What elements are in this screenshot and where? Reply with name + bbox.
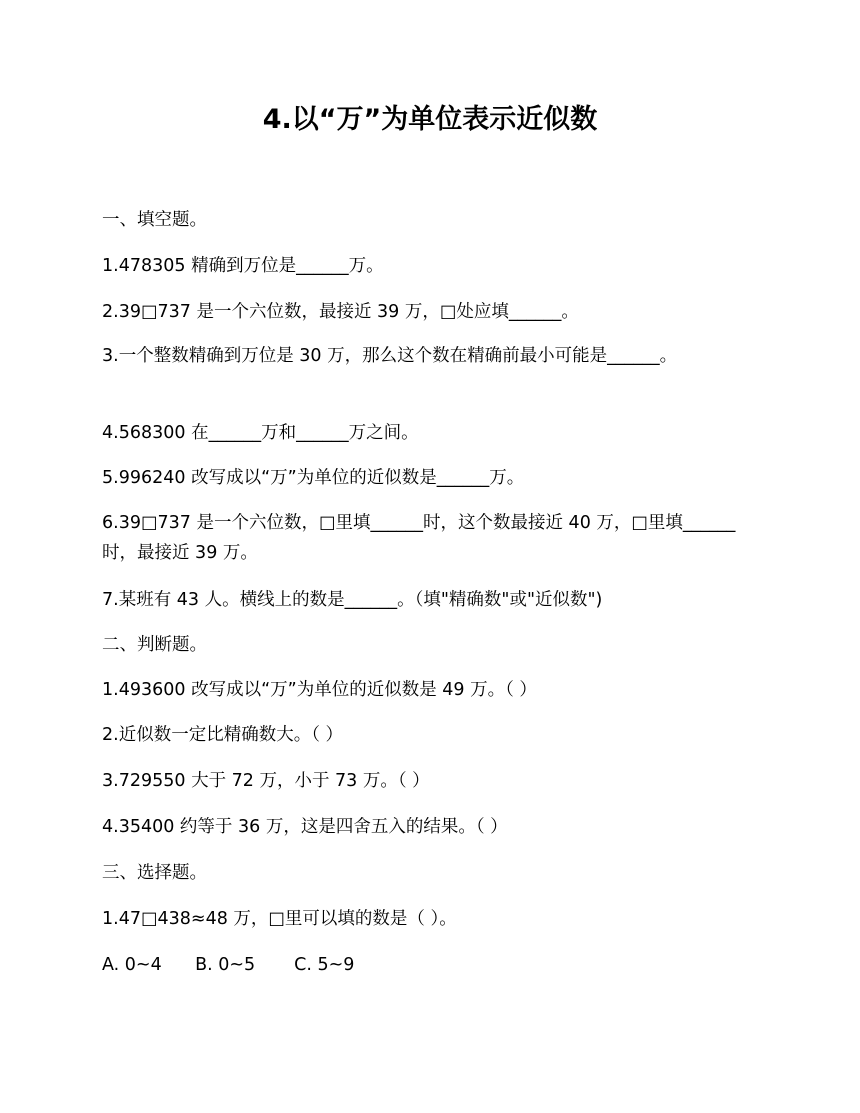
fill-question-2: 2.39□737 是一个六位数，最接近 39 万，□处应填______。	[102, 302, 579, 322]
judge-question-3: 3.729550 大于 72 万，小于 73 万。（ ）	[102, 771, 430, 791]
section-heading-choice: 三、选择题。	[102, 863, 207, 883]
section-heading-fill: 一、填空题。	[102, 210, 207, 230]
choice-options: A. 0~4 B. 0~5 C. 5~9	[102, 955, 355, 975]
judge-question-2: 2.近似数一定比精确数大。（ ）	[102, 725, 344, 745]
judge-question-1: 1.493600 改写成以“万”为单位的近似数是 49 万。（ ）	[102, 680, 537, 700]
fill-question-7: 7.某班有 43 人。横线上的数是______。（填"精确数"或"近似数")	[102, 590, 603, 610]
fill-question-3: 3.一个整数精确到万位是 30 万，那么这个数在精确前最小可能是______。	[102, 346, 678, 366]
page-title: 4.以“万”为单位表示近似数	[262, 104, 598, 135]
fill-question-5: 5.996240 改写成以“万”为单位的近似数是______万。	[102, 468, 525, 488]
fill-question-1: 1.478305 精确到万位是______万。	[102, 256, 384, 276]
fill-question-4: 4.568300 在______万和______万之间。	[102, 423, 419, 443]
judge-question-4: 4.35400 约等于 36 万，这是四舍五入的结果。（ ）	[102, 817, 508, 837]
fill-question-6: 6.39□737 是一个六位数，□里填______时，这个数最接近 40 万，□里填______时，最接近 39 万。	[102, 513, 736, 563]
section-heading-judge: 二、判断题。	[102, 635, 207, 655]
choice-question-1: 1.47□438≈48 万，□里可以填的数是（ ）。	[102, 909, 457, 929]
